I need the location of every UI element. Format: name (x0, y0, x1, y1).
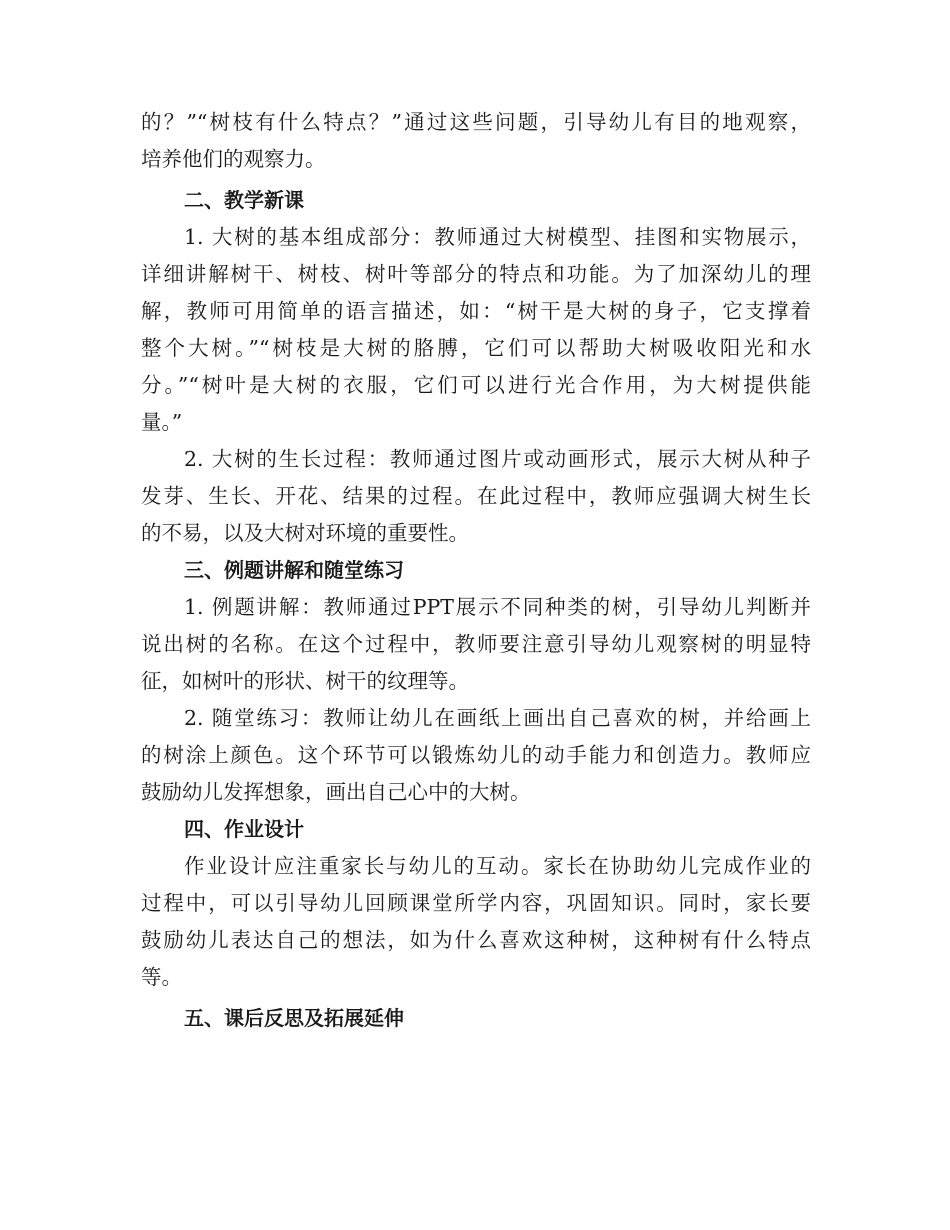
text-line: 分。”“树叶是大树的衣服，它们可以进行光合作用，为大树提供能 (141, 373, 811, 397)
text-line: 2. 大树的生长过程：教师通过图片或动画形式，展示大树从种子 (184, 447, 811, 471)
text-line: 鼓励幼儿表达自己的想法，如为什么喜欢这种树，这种树有什么特点 (141, 928, 811, 952)
section-heading: 五、课后反思及拓展延伸 (184, 1006, 404, 1030)
text-line: 量。” (141, 410, 183, 434)
text-line: 培养他们的观察力。 (141, 147, 326, 171)
section-heading: 四、作业设计 (184, 817, 304, 841)
text-line: 说出树的名称。在这个过程中，教师要注意引导幼儿观察树的明显特 (141, 632, 811, 656)
text-line: 等。 (141, 965, 182, 989)
text-line: 1. 大树的基本组成部分：教师通过大树模型、挂图和实物展示， (184, 225, 811, 249)
text-line: 的不易，以及大树对环境的重要性。 (141, 521, 469, 545)
text-line: 解，教师可用简单的语言描述，如：“树干是大树的身子，它支撑着 (141, 299, 811, 323)
text-line: 整个大树。”“树枝是大树的胳膊，它们可以帮助大树吸收阳光和水 (141, 336, 811, 360)
text-line: 作业设计应注重家长与幼儿的互动。家长在协助幼儿完成作业的 (184, 854, 811, 878)
text-line: 2. 随堂练习：教师让幼儿在画纸上画出自己喜欢的树，并给画上 (184, 706, 811, 730)
section-heading: 二、教学新课 (184, 188, 304, 212)
text-line: 过程中，可以引导幼儿回顾课堂所学内容，巩固知识。同时，家长要 (141, 891, 811, 915)
text-line: 发芽、生长、开花、结果的过程。在此过程中，教师应强调大树生长 (141, 484, 811, 508)
text-line: 1. 例题讲解：教师通过PPT展示不同种类的树，引导幼儿判断并 (184, 595, 811, 619)
text-line: 详细讲解树干、树枝、树叶等部分的特点和功能。为了加深幼儿的理 (141, 262, 811, 286)
text-line: 的？”“树枝有什么特点？”通过这些问题，引导幼儿有目的地观察， (141, 110, 811, 134)
section-heading: 三、例题讲解和随堂练习 (184, 558, 404, 582)
document-body (141, 104, 811, 1037)
text-line: 征，如树叶的形状、树干的纹理等。 (141, 669, 469, 693)
text-line: 的树涂上颜色。这个环节可以锻炼幼儿的动手能力和创造力。教师应 (141, 743, 811, 767)
text-line: 鼓励幼儿发挥想象，画出自己心中的大树。 (141, 780, 531, 804)
